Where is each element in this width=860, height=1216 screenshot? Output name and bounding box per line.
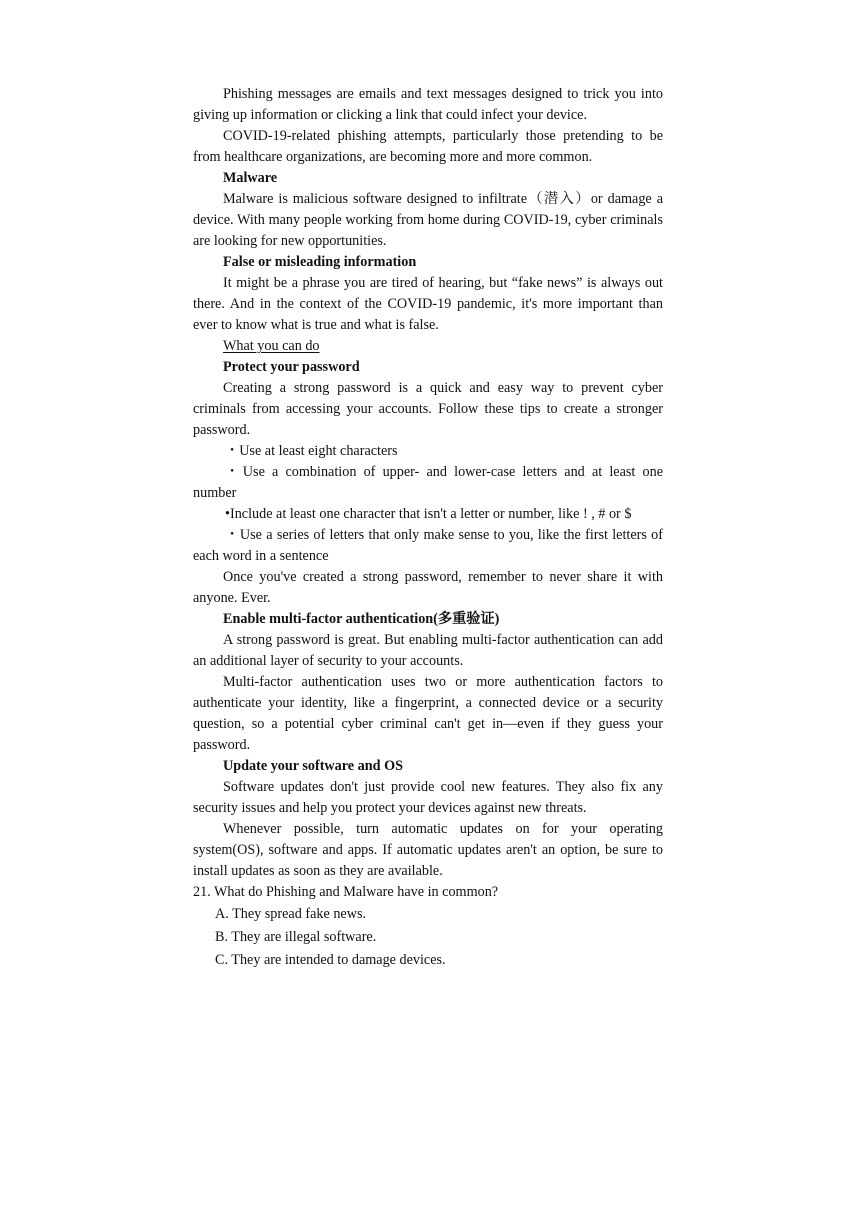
paragraph-covid-phishing: COVID-19-related phishing attempts, particularly those pretending to be from healthcare organizations, are becoming more and more common. [193, 128, 663, 165]
paragraph-phishing-definition: Phishing messages are emails and text messages designed to trick you into giving up information or clicking a link that could infect your device. [193, 86, 663, 123]
paragraph-strong-password: Creating a strong password is a quick and easy way to prevent cyber criminals from accessing your accounts. Follow these tips to create a stronger password. [193, 380, 663, 438]
option-c: C. They are intended to damage devices. [215, 952, 446, 968]
bullet-upper-lower-case: ・Use a combination of upper- and lower-case letters and at least one number [193, 464, 663, 501]
paragraph-fake-news: It might be a phrase you are tired of hearing, but “fake news” is always out there. And in the context of the COVID-19 pandemic, it's more important than ever to know what is true and what is false. [193, 275, 663, 333]
paragraph-mfa-intro: A strong password is great. But enabling multi-factor authentication can add an additional layer of security to your accounts. [193, 632, 663, 669]
paragraph-malware: Malware is malicious software designed to infiltrate（潜入）or damage a device. With many people working from home during COVID-19, cyber criminals are looking for new opportunities. [193, 191, 663, 249]
paragraph-updates-fix: Software updates don't just provide cool new features. They also fix any security issues and help you protect your devices against new threats. [193, 779, 663, 816]
option-a: A. They spread fake news. [215, 906, 367, 922]
heading-false-information: False or misleading information [223, 254, 417, 270]
heading-protect-password: Protect your password [223, 359, 360, 375]
underlined-text: What you can do [223, 338, 320, 354]
question-stem: 21. What do Phishing and Malware have in common? [193, 884, 499, 900]
document-page [193, 84, 663, 972]
paragraph-mfa-details: Multi-factor authentication uses two or more authentication factors to authenticate your identity, like a fingerprint, a connected device or a security question, so a potential cyber criminal can't get in—even if they guess your password. [193, 674, 663, 753]
bullet-letter-series: ・Use a series of letters that only make sense to you, like the first letters of each word in a sentence [193, 527, 663, 564]
heading-malware: Malware [223, 170, 278, 186]
subheading-what-you-can-do [193, 336, 663, 357]
option-b: B. They are illegal software. [215, 929, 377, 945]
bullet-eight-characters: ・Use at least eight characters [225, 443, 398, 459]
bullet-special-character: •Include at least one character that isn't a letter or number, like ! , # or $ [225, 506, 632, 522]
heading-multi-factor: Enable multi-factor authentication(多重验证) [223, 611, 500, 627]
paragraph-automatic-updates: Whenever possible, turn automatic updates on for your operating system(OS), software and apps. If automatic updates aren't an option, be sure to install updates as soon as they are available. [193, 821, 663, 879]
paragraph-never-share: Once you've created a strong password, remember to never share it with anyone. Ever. [193, 569, 663, 606]
heading-update-software: Update your software and OS [223, 758, 403, 774]
